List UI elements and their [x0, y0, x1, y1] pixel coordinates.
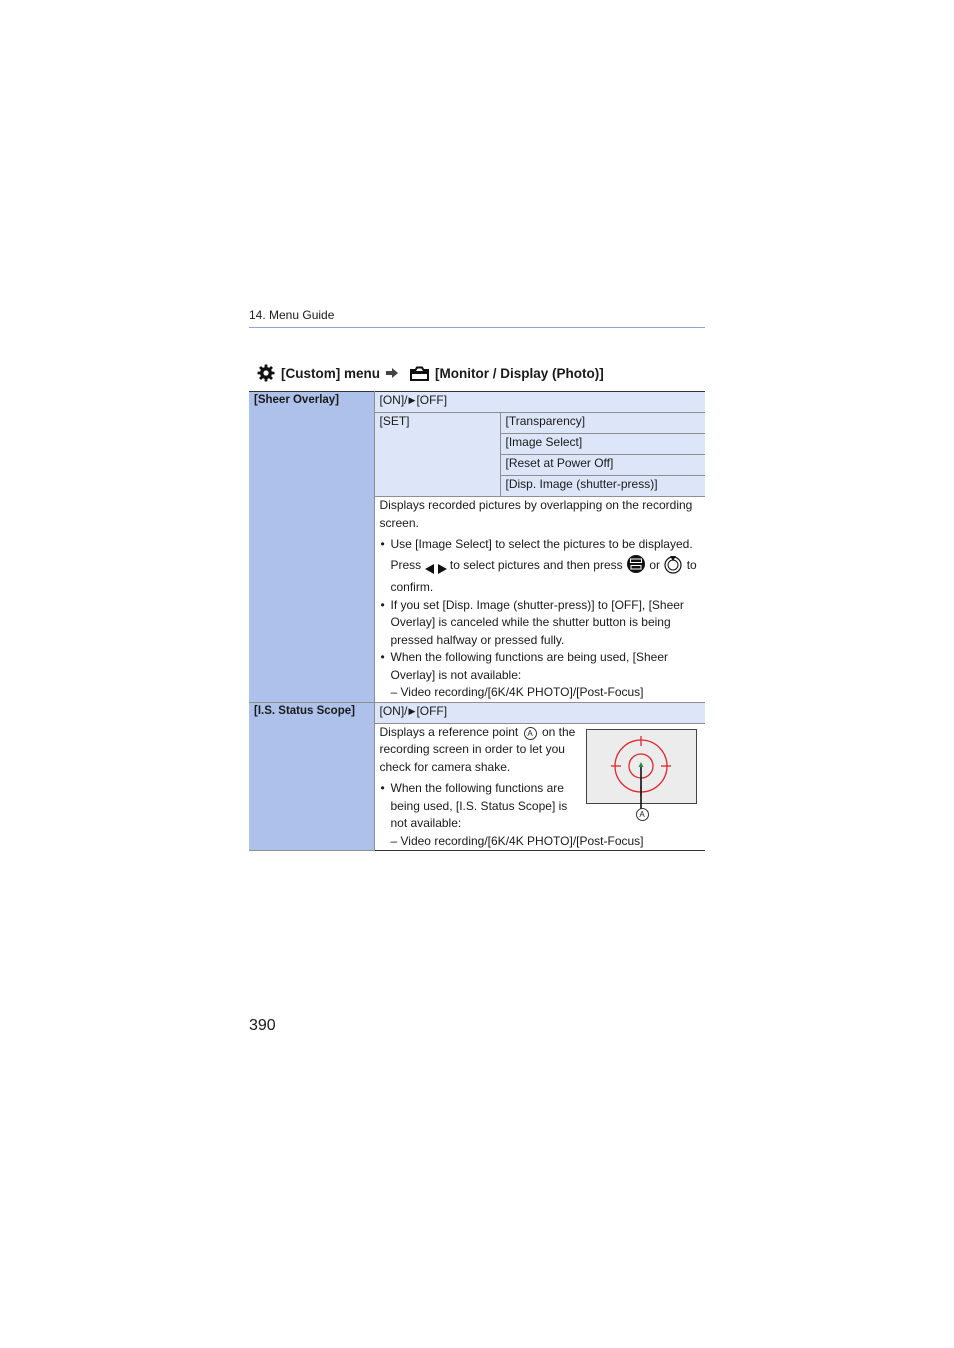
header-rule: [249, 327, 705, 328]
menu-table: [249, 391, 705, 851]
table-row: [249, 702, 705, 723]
set-item: [Reset at Power Off]: [500, 455, 705, 476]
option-on-off: [ON]/▶[OFF]: [374, 702, 705, 723]
list-item: • When the following functions are being used, [Sheer Overlay] is not available:: [380, 649, 701, 684]
play-arrow-icon: ▶: [408, 705, 416, 716]
set-item: [Image Select]: [500, 434, 705, 455]
option-on-off: [ON]/▶[OFF]: [374, 392, 705, 413]
scope-illustration: [580, 724, 700, 833]
menu-set-button-icon: [626, 554, 646, 580]
chapter-title: 14. Menu Guide: [249, 308, 335, 322]
figure-callout: A: [636, 808, 649, 821]
sheer-overlay-description: [374, 497, 705, 703]
row-label-sheer-overlay: [Sheer Overlay]: [249, 392, 374, 703]
list-item: • Use [Image Select] to select the pictures to be displayed. Press to select pictures and then press or to confirm.: [380, 536, 701, 597]
left-right-arrows-icon: [425, 562, 447, 580]
table-row: [249, 392, 705, 413]
list-item: • If you set [Disp. Image (shutter-press)] to [OFF], [Sheer Overlay] is canceled while the shutter button is being pressed halfway or pressed fully.: [380, 597, 701, 650]
page-number: 390: [249, 1017, 276, 1034]
camera-icon: [410, 366, 429, 381]
set-label: [SET]: [374, 413, 500, 497]
list-item: • When the following functions are being used, [I.S. Status Scope] is not available:: [380, 780, 580, 833]
play-arrow-icon: ▶: [408, 395, 416, 405]
arrow-right-icon: [386, 368, 398, 378]
joystick-press-icon: [663, 554, 683, 580]
unavailable-functions: – Video recording/[6K/4K PHOTO]/[Post-Focus]: [390, 833, 644, 848]
row-label-is-status-scope: [I.S. Status Scope]: [249, 702, 374, 851]
set-item: [Transparency]: [500, 413, 705, 434]
unavailable-functions: – Video recording/[6K/4K PHOTO]/[Post-Focus]: [390, 685, 644, 699]
gear-icon: [257, 364, 275, 382]
description-text: Displays a reference point A on the recording screen in order to let you check for camera shake.: [379, 724, 576, 774]
section-heading: [257, 362, 604, 384]
set-item: [Disp. Image (shutter-press)]: [500, 476, 705, 497]
is-status-scope-description: [374, 723, 705, 851]
reference-point-marker: A: [524, 727, 537, 740]
description-text: Displays recorded pictures by overlapping on the recording screen.: [379, 498, 693, 530]
submenu-name: [Monitor / Display (Photo)]: [435, 365, 604, 381]
menu-name: [Custom] menu: [281, 365, 380, 381]
